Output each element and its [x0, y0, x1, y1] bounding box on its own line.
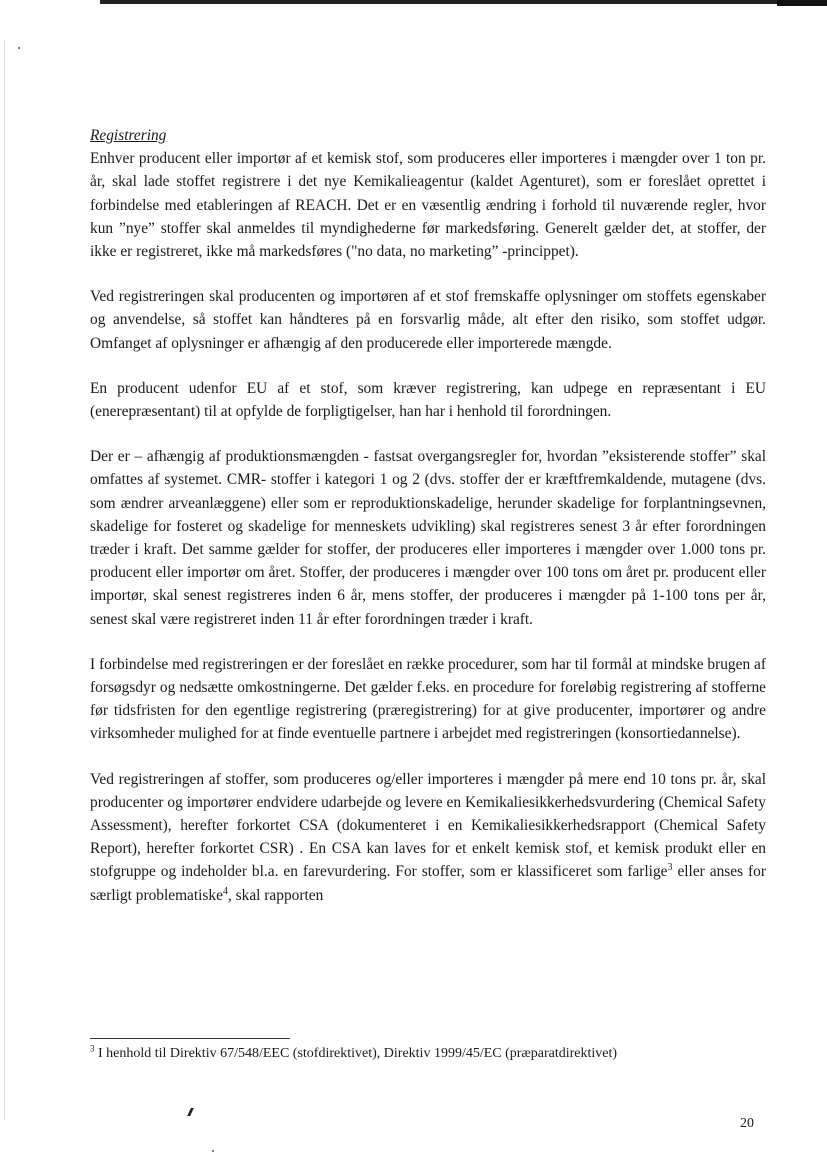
paragraph-text: eller anses for særligt problematiske — [90, 863, 766, 904]
scan-edge-left — [4, 40, 5, 1120]
paragraph-text: Ved registreringen af stoffer, som produceres og/eller importeres i mængder på mere end 10 tons pr. år, skal producenter og importører endvidere udarbejde og levere en Kemikaliesikkerhedsvurdering (Chemical Safety Assessment), herefter forkortet CSA (dokumenteret i en Kemikaliesikkerhedsrapport (Chemical Safety Report), herefter forkortet CSR) . En CSA kan laves for et enkelt kemisk stof, et kemisk produkt eller en stofgruppe og indeholder bl.a. en farevurdering. For stoffer, som er klassificeret som farlige — [90, 770, 766, 881]
paragraph-procedures: I forbindelse med registreringen er der foreslået en række procedurer, som har til formål at mindske brugen af forsøgsdyr og nedsætte omkostningerne. Det gælder f.eks. en procedure for foreløbig registrering af stofferne før tidsfristen for den egentlige registrering (præregistrering) for at give producenter, importører og andre virksomheder mulighed for at finde eventuelle partnere i arbejdet med registreringen (konsortiedannelse). — [90, 655, 766, 743]
paragraph-information-requirements: Ved registreringen skal producenten og importøren af et stof fremskaffe oplysninger om stoffets egenskaber og anvendelse, så stoffet kan håndteres på en forsvarlig måde, alt efter den risiko, som stoffet udgør. Omfanget af oplysninger er afhængig af den producerede eller importerede mængde. — [90, 288, 766, 352]
paragraph-registration-requirement: Enhver producent eller importør af et kemisk stof, som produceres eller importeres i mængder over 1 ton pr. år, skal lade stoffet registrere i det nye Kemikalieagentur (kaldet Agenturet), som er foreslået oprettet i forbindelse med etableringen af REACH. Det er en væsentlig ændring i forhold til nuværende regler, hvor kun ”nye” stoffer skal anmeldes til myndighederne før markedsføring. Generelt gælder det, at stoffer, der ikke er registreret, ikke må markedsføres ("no data, no marketing” -princippet). — [90, 150, 766, 261]
footnote — [90, 1045, 770, 1063]
footnote-reference-4: 4 — [222, 885, 228, 897]
footnote-number: 3 — [90, 1043, 95, 1054]
page-number: 20 — [740, 1116, 754, 1131]
scan-edge-top-end — [777, 0, 827, 6]
paragraph-transition-rules: Der er – afhængig af produktionsmængden - fastsat overgangsregler for, hvordan ”eksisterende stoffer” skal omfattes af systemet. CMR- stoffer i kategori 1 og 2 (dvs. stoffer der er kræftfremkaldende, mutagene (dvs. som ændrer arveanlæggene) eller som er reproduktionskadelige, herunder skadelige for forplantningsevnen, skadelige for fosteret og skadelige for menneskets udvikling) skal registreres senest 3 år efter forordningen træder i kraft. Det samme gælder for stoffer, der produceres eller importeres i mængder over 1.000 tons pr. producent eller importør om året. Stoffer, der produceres i mængder over 100 tons om året pr. producent eller importør, skal senest registreres inden 6 år, mens stoffer, der produceres i mængder på 1-100 tons per år, senest skal være registreret inden 11 år efter forordningen træder i kraft. — [90, 448, 766, 628]
scan-edge-top — [100, 0, 827, 4]
paragraph-sole-representative: En producent udenfor EU af et stof, som kræver registrering, kan udpege en repræsentant i EU (enerepræsentant) til at opfylde de forpligtigelser, han har i henhold til forordningen. — [90, 379, 766, 421]
scan-speck — [18, 47, 20, 49]
footnote-separator — [90, 1038, 290, 1039]
paragraph-text: , skal rapporten — [227, 886, 324, 904]
footnote-reference-3: 3 — [667, 862, 673, 874]
paragraph-chemical-safety-assessment — [90, 768, 766, 907]
footnote-text: I henhold til Direktiv 67/548/EEC (stofdirektivet), Direktiv 1999/45/EC (præparatdirektivet) — [94, 1046, 618, 1061]
scan-speck — [212, 1150, 214, 1152]
pen-mark — [187, 1108, 194, 1116]
section-heading: Registrering — [90, 127, 167, 144]
document-body — [90, 124, 766, 929]
